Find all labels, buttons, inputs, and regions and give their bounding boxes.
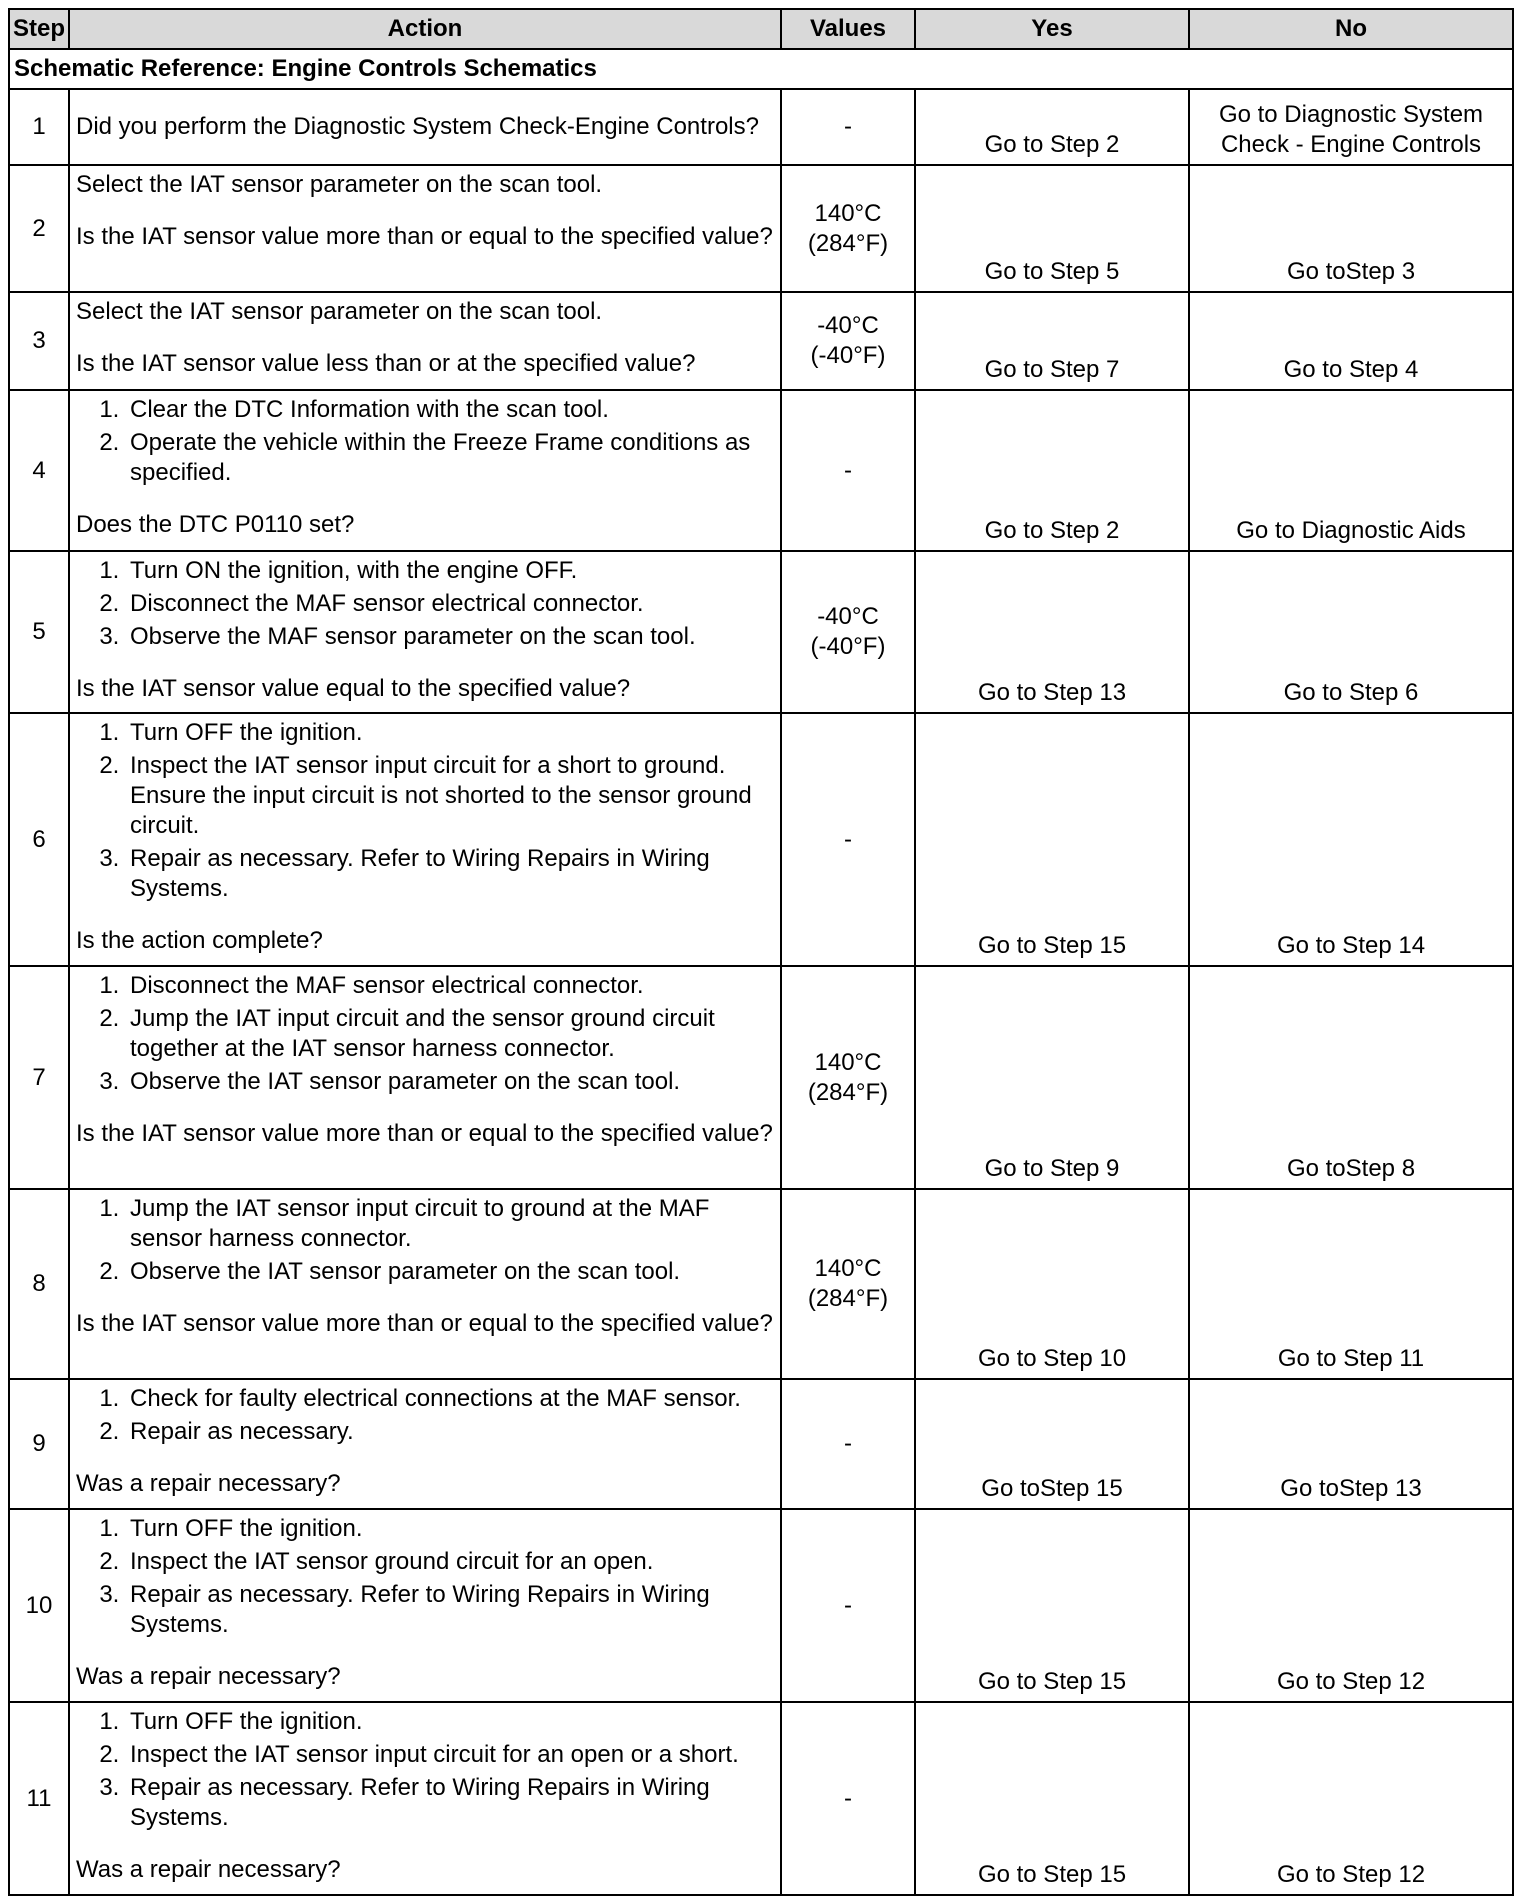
action-question: Is the IAT sensor value less than or at the specified value? <box>76 350 696 377</box>
no-cell: Go to Step 12 <box>1189 1509 1513 1702</box>
action-text: Did you perform the Diagnostic System Check-Engine Controls? <box>76 113 759 140</box>
step-number: 10 <box>9 1509 69 1702</box>
action-step-item: 2. Inspect the IAT sensor input circuit for a short to ground. Ensure the input circuit is not shorted to the sensor ground circuit. <box>126 751 774 841</box>
action-question: Was a repair necessary? <box>76 1856 341 1883</box>
action-step-item: 2. Operate the vehicle within the Freeze Frame conditions as specified. <box>126 428 774 488</box>
table-row <box>9 1189 1513 1379</box>
header-row <box>9 9 1513 49</box>
value-celsius: 140°C <box>814 1255 882 1282</box>
step-number: 5 <box>9 551 69 713</box>
yes-cell: Go to Step 5 <box>915 165 1189 292</box>
action-step-item: 2. Observe the IAT sensor parameter on the scan tool. <box>126 1257 774 1287</box>
header-yes: Yes <box>915 9 1189 49</box>
no-cell: Go toStep 13 <box>1189 1379 1513 1509</box>
table-row <box>9 1379 1513 1509</box>
action-intro: Select the IAT sensor parameter on the scan tool. <box>76 171 603 198</box>
action-step-item: 3. Observe the IAT sensor parameter on the scan tool. <box>126 1067 774 1097</box>
schematic-reference-row <box>9 49 1513 89</box>
yes-cell: Go to Step 2 <box>915 390 1189 551</box>
no-cell: Go to Step 11 <box>1189 1189 1513 1379</box>
action-step-item: 1. Turn OFF the ignition. <box>126 1707 774 1737</box>
action-step-item: 1. Turn OFF the ignition. <box>126 1514 774 1544</box>
action-cell <box>69 1509 781 1702</box>
action-cell <box>69 966 781 1189</box>
action-steps <box>76 1384 774 1447</box>
action-step-item: 3. Observe the MAF sensor parameter on the scan tool. <box>126 622 774 652</box>
action-question: Is the IAT sensor value more than or equal to the specified value? <box>76 1120 773 1147</box>
values-cell: - <box>781 89 915 165</box>
action-cell <box>69 1702 781 1895</box>
table-row <box>9 89 1513 165</box>
header-values: Values <box>781 9 915 49</box>
table-row <box>9 292 1513 390</box>
value-fahrenheit: (-40°F) <box>810 342 886 369</box>
action-cell <box>69 1189 781 1379</box>
value-fahrenheit: (284°F) <box>807 1285 889 1312</box>
value-fahrenheit: (284°F) <box>807 1078 889 1106</box>
action-step-item: 1. Clear the DTC Information with the scan tool. <box>126 395 774 425</box>
action-cell <box>69 165 781 292</box>
action-intro: Select the IAT sensor parameter on the scan tool. <box>76 298 603 325</box>
action-step-item: 2. Jump the IAT input circuit and the sensor ground circuit together at the IAT sensor harness connector. <box>126 1004 774 1064</box>
values-cell: - <box>781 1379 915 1509</box>
step-number: 4 <box>9 390 69 551</box>
values-cell <box>781 966 915 1189</box>
step-number: 2 <box>9 165 69 292</box>
no-cell: Go to Diagnostic Aids <box>1189 390 1513 551</box>
action-step-item: 1. Turn OFF the ignition. <box>126 718 774 748</box>
table-row <box>9 551 1513 713</box>
action-steps <box>76 395 774 488</box>
action-steps <box>76 556 774 652</box>
action-cell <box>69 1379 781 1509</box>
action-steps <box>76 718 774 904</box>
no-cell: Go toStep 3 <box>1189 165 1513 292</box>
no-cell: Go to Diagnostic System Check - Engine Controls <box>1189 89 1513 165</box>
header-step: Step <box>9 9 69 49</box>
action-cell <box>69 292 781 390</box>
yes-cell: Go to Step 15 <box>915 1509 1189 1702</box>
action-question: Is the IAT sensor value equal to the specified value? <box>76 675 631 702</box>
action-steps <box>76 1514 774 1640</box>
yes-cell: Go toStep 15 <box>915 1379 1189 1509</box>
action-question: Is the action complete? <box>76 927 323 954</box>
yes-cell: Go to Step 13 <box>915 551 1189 713</box>
no-cell: Go toStep 8 <box>1189 966 1513 1189</box>
action-question: Is the IAT sensor value more than or equal to the specified value? <box>76 223 773 250</box>
action-question: Was a repair necessary? <box>76 1663 341 1690</box>
schematic-reference: Schematic Reference: Engine Controls Schematics <box>9 49 1513 89</box>
no-cell: Go to Step 12 <box>1189 1702 1513 1895</box>
value-fahrenheit: (284°F) <box>807 229 889 257</box>
table-row <box>9 1702 1513 1895</box>
action-question: Does the DTC P0110 set? <box>76 511 355 538</box>
action-steps <box>76 971 774 1097</box>
value-celsius: -40°C <box>817 312 879 339</box>
no-cell: Go to Step 6 <box>1189 551 1513 713</box>
step-number: 9 <box>9 1379 69 1509</box>
action-step-item: 3. Repair as necessary. Refer to Wiring Repairs in Wiring Systems. <box>126 1580 774 1640</box>
values-cell <box>781 292 915 390</box>
values-cell <box>781 551 915 713</box>
yes-cell: Go to Step 2 <box>915 89 1189 165</box>
action-step-item: 3. Repair as necessary. Refer to Wiring Repairs in Wiring Systems. <box>126 1773 774 1833</box>
action-step-item: 1. Disconnect the MAF sensor electrical connector. <box>126 971 774 1001</box>
action-step-item: 3. Repair as necessary. Refer to Wiring Repairs in Wiring Systems. <box>126 844 774 904</box>
no-cell: Go to Step 14 <box>1189 713 1513 966</box>
action-question: Is the IAT sensor value more than or equal to the specified value? <box>76 1310 773 1337</box>
yes-cell: Go to Step 15 <box>915 1702 1189 1895</box>
no-cell: Go to Step 4 <box>1189 292 1513 390</box>
action-step-item: 2. Disconnect the MAF sensor electrical connector. <box>126 589 774 619</box>
values-cell: - <box>781 1702 915 1895</box>
action-cell <box>69 89 781 165</box>
values-cell <box>781 165 915 292</box>
action-step-item: 2. Inspect the IAT sensor input circuit for an open or a short. <box>126 1740 774 1770</box>
action-cell <box>69 390 781 551</box>
action-step-item: 1. Jump the IAT sensor input circuit to ground at the MAF sensor harness connector. <box>126 1194 774 1254</box>
action-step-item: 2. Inspect the IAT sensor ground circuit for an open. <box>126 1547 774 1577</box>
yes-cell: Go to Step 9 <box>915 966 1189 1189</box>
value-celsius: 140°C <box>814 1048 882 1076</box>
action-steps <box>76 1707 774 1833</box>
yes-cell: Go to Step 10 <box>915 1189 1189 1379</box>
value-fahrenheit: (-40°F) <box>810 633 886 660</box>
yes-cell: Go to Step 15 <box>915 713 1189 966</box>
table-row <box>9 165 1513 292</box>
header-action: Action <box>69 9 781 49</box>
step-number: 1 <box>9 89 69 165</box>
action-step-item: 2. Repair as necessary. <box>126 1417 774 1447</box>
values-cell: - <box>781 713 915 966</box>
table-row <box>9 966 1513 1189</box>
action-cell <box>69 713 781 966</box>
step-number: 7 <box>9 966 69 1189</box>
table-row <box>9 713 1513 966</box>
value-celsius: 140°C <box>814 199 882 227</box>
step-number: 8 <box>9 1189 69 1379</box>
value-celsius: -40°C <box>817 603 879 630</box>
step-number: 6 <box>9 713 69 966</box>
values-cell: - <box>781 390 915 551</box>
table-row <box>9 390 1513 551</box>
header-no: No <box>1189 9 1513 49</box>
values-cell: - <box>781 1509 915 1702</box>
action-question: Was a repair necessary? <box>76 1470 341 1497</box>
step-number: 11 <box>9 1702 69 1895</box>
yes-cell: Go to Step 7 <box>915 292 1189 390</box>
diagnostic-table-wrapper <box>8 8 1512 1896</box>
diagnostic-table <box>8 8 1514 1896</box>
action-cell <box>69 551 781 713</box>
table-row <box>9 1509 1513 1702</box>
action-step-item: 1. Check for faulty electrical connections at the MAF sensor. <box>126 1384 774 1414</box>
step-number: 3 <box>9 292 69 390</box>
action-step-item: 1. Turn ON the ignition, with the engine OFF. <box>126 556 774 586</box>
values-cell <box>781 1189 915 1379</box>
action-steps <box>76 1194 774 1287</box>
